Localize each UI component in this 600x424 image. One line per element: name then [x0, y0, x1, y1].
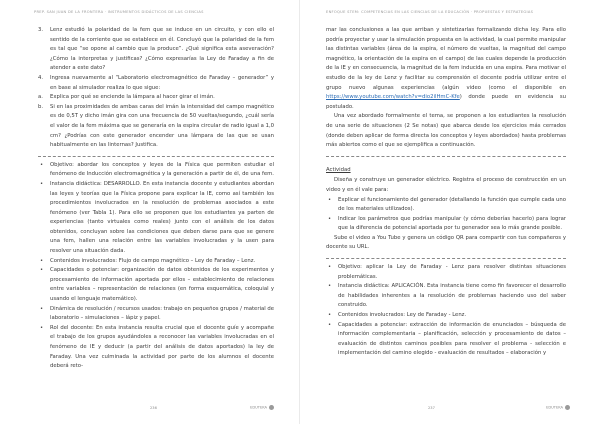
bullet-dynamics [38, 305, 274, 324]
bullet-text: Objetivo: aplicar la Ley de Faraday - Lenz para resolver distintas situaciones problemáticas. [338, 264, 566, 280]
bullet-dot-icon: • [328, 283, 332, 290]
subquestion-a [38, 93, 274, 103]
paragraph-text-tail: ) donde puede en evidencia su postulado. [326, 94, 566, 110]
question-4 [38, 74, 274, 93]
activity-intro: Diseña y construye un generador eléctrico. Registra el proceso de construcción en un video y en él vale para: [326, 177, 566, 193]
list-marker: b. [38, 103, 44, 110]
bullet-text: Instancia didáctica: APLICACIÓN. Esta instancia tiene como fin favorecer el desarrollo de habilidades inherentes a la resolución de problemas haciendo uso del saber construido. [338, 283, 566, 309]
bullet-teacher-role [38, 324, 274, 372]
bullet-contents [326, 311, 566, 321]
list-marker: a. [38, 94, 43, 101]
continued-paragraph [326, 26, 566, 112]
bullet-dot-icon: • [40, 267, 44, 274]
left-page-body [38, 26, 274, 372]
running-header: PREP. SAN JUAN DE LA FRONTERA · INSTRUMENTOS DIDÁCTICOS DE LAS CIENCIAS [34, 10, 204, 14]
bullet-text: Dinámica de resolución / recursos usados: trabajo en pequeños grupos / material de laboratorio – simulaciones – lápiz y papel. [50, 305, 274, 322]
page-number: 237 [428, 406, 435, 410]
bullet-dot-icon: • [328, 264, 332, 271]
bullet-capacities [326, 321, 566, 359]
dashed-divider [38, 156, 274, 157]
bullet-objective [38, 161, 274, 180]
bullet-text: Contenidos involucrados: Ley de Faraday - Lenz. [338, 312, 467, 319]
paragraph: Una vez abordado formalmente el tema, se proponen a los estudiantes la resolución de una serie de situaciones (2 Se notas) que abarca desde los ejercicios más cerrados (donde deben aplicar de forma directa los conceptos y leyes abordados) hasta problemas más abiertos como el que se ejemplifica a continuación. [326, 113, 566, 149]
question-text: Si en las proximidades de ambas caras del imán la intensidad del campo magnético es de 0,5T y dicho imán gira con una frecuencia de 50 vueltas/segundo, ¿cuál sería el valor de la fem máxima que se generaría en la espira circular de radio igual a 1,0 cm? ¿Podrías con este generador encender una lámpara de las que se usan habitualmente en las linternas? Justifica. [50, 103, 274, 149]
subquestion-b [38, 103, 274, 151]
activity-outro: Sube el video a You Tube y genera un código QR para compartir con tus compañeros y docente su URL. [326, 234, 566, 251]
bullet-dot-icon: • [328, 196, 332, 203]
question-3 [38, 26, 274, 74]
publisher-name: EDUTEKA [250, 405, 267, 410]
bullet-dot-icon: • [40, 305, 44, 312]
bullet-dot-icon: • [40, 324, 44, 331]
question-text: Lenz estudió la polaridad de la fem que se induce en un circuito, y con ello el sentido de la corriente que se establece en él. Concluyó que la polaridad de la fem es tal que “se opone al cambio que la produce”. ¿Qué significa esta aseveración? ¿Cómo la interpretas y justificas? ¿Cómo expresarías la Ley de Faraday a fin de atender a este dato? [50, 27, 274, 72]
right-page-body [326, 26, 566, 359]
bullet-text: Capacidades a potenciar: extracción de información de enunciados – búsqueda de información complementaria – planificación, selección y procesamiento de datos – evaluación de distintos caminos posibles para resolver el problema - selección e implementación del camino elegido - evaluación de resultados – elaboración y [338, 321, 566, 357]
bullet-dot-icon: • [40, 257, 44, 264]
bullet-text: Objetivo: abordar los conceptos y leyes de la Física que permiten estudiar el fenómeno de Inducción electromagnética y la generación a partir de él, de una fem. [50, 161, 274, 178]
paragraph-text: mar las conclusiones a las que arriban y sintetizarlas formalizando dicha ley. Para ello podría proyectar y usar la simulación propuesta en la actividad, la cual permite manipular las distintas variables (área de la espira, el número de vueltas, la magnitud del campo magnético, la orientación de la espira en el campo) de las cuales depende la producción de la IE y en consecuencia, la magnitud de la fem inducida en una espira. Para motivar el estudio de la ley de Lenz y facilitar su comprensión el docente podría utilizar entre el grupo nuevo algunas experiencias (algún video (como el disponible en [326, 27, 566, 91]
bullet-dot-icon: • [40, 161, 44, 168]
list-marker: 4. [38, 74, 44, 81]
bullet-text: Indicar los parámetros que podrías manipular (y cómo deberías hacerlo) para lograr que la diferencia de potencial aportada por tu generador sea lo más grande posible. [338, 215, 566, 232]
page-number: 236 [150, 406, 157, 410]
bullet-dot-icon: • [328, 312, 332, 319]
publisher-name: EDUTEKA [546, 405, 563, 410]
list-marker: 3. [38, 27, 44, 33]
activity-title: Actividad [326, 166, 351, 173]
publisher-footer [250, 405, 274, 410]
dashed-divider [326, 156, 566, 157]
running-header: ENFOQUE STEM: COMPETENCIAS EN LAS CIENCIAS DE LA EDUCACIÓN · PROPUESTAS Y ESTRATEGIAS [326, 10, 534, 14]
question-text: Ingresa nuevamente al “Laboratorio electromagnético de Faraday – generador” y en base al simulador realiza lo que sigue: [50, 74, 274, 91]
dashed-divider [326, 258, 566, 259]
bullet-dot-icon: • [328, 321, 332, 328]
bullet-instance [326, 282, 566, 311]
bullet-contents [38, 257, 274, 267]
publisher-logo-icon [269, 405, 274, 410]
bullet-text: Contenidos involucrados: Flujo de campo magnético – Ley de Faraday – Lenz. [50, 257, 256, 264]
activity-bullet-parameters [326, 215, 566, 234]
bullet-text: Rol del docente: En esta instancia resulta crucial que el docente guíe y acompañe el trabajo de los grupos ayudándoles a reconocer las variables involucradas en el fenómeno de IE y deducir (a partir del análisis de datos aportados) la ley de Faraday. Una vez culminada la actividad por parte de los alumnos el docente deberá reto- [50, 324, 274, 370]
bullet-dot-icon: • [328, 215, 332, 222]
bullet-objective [326, 263, 566, 282]
question-text: Explica por qué se enciende la lámpara al hacer girar el imán. [50, 94, 215, 101]
bullet-text: Instancia didáctica: DESARROLLO. En esta instancia docente y estudiantes abordan las leyes y teorías que la Física propone para explicar la IE, como así también los procedimientos involucrados en la resolución de problemas asociados a este fenómeno (ver Tabla 1). Para ello se proponen que los estudiantes ya parten de experiencias (tanto virtuales como reales) junto con el análisis de los datos obtenidos, concluyan sobre las condiciones que deben darse para que se genere una fem, hallen una relación entre las variables involucradas y la usen para resolver una situación dada. [50, 180, 274, 255]
youtube-link[interactable]: https://www.youtube.com/watch?v=dio2ilHmC-Kfe [326, 94, 460, 101]
bullet-text: Explicar el funcionamiento del generador (detallando la función que cumple cada uno de los materiales utilizados). [338, 196, 566, 213]
right-page [300, 0, 600, 424]
bullet-dot-icon: • [40, 180, 44, 187]
publisher-footer [546, 405, 570, 410]
publisher-logo-icon [565, 405, 570, 410]
bullet-text: Capacidades o potenciar: organización de datos obtenidos de los experimentos y procesamiento de información aportada por ellos – establecimiento de relaciones entre variables – representación de relaciones (en forma esquemática, coloquial y usando el lenguaje matemático). [50, 267, 274, 303]
bullet-instance [38, 180, 274, 257]
activity-bullet-explain [326, 196, 566, 215]
bullet-capacities [38, 266, 274, 304]
